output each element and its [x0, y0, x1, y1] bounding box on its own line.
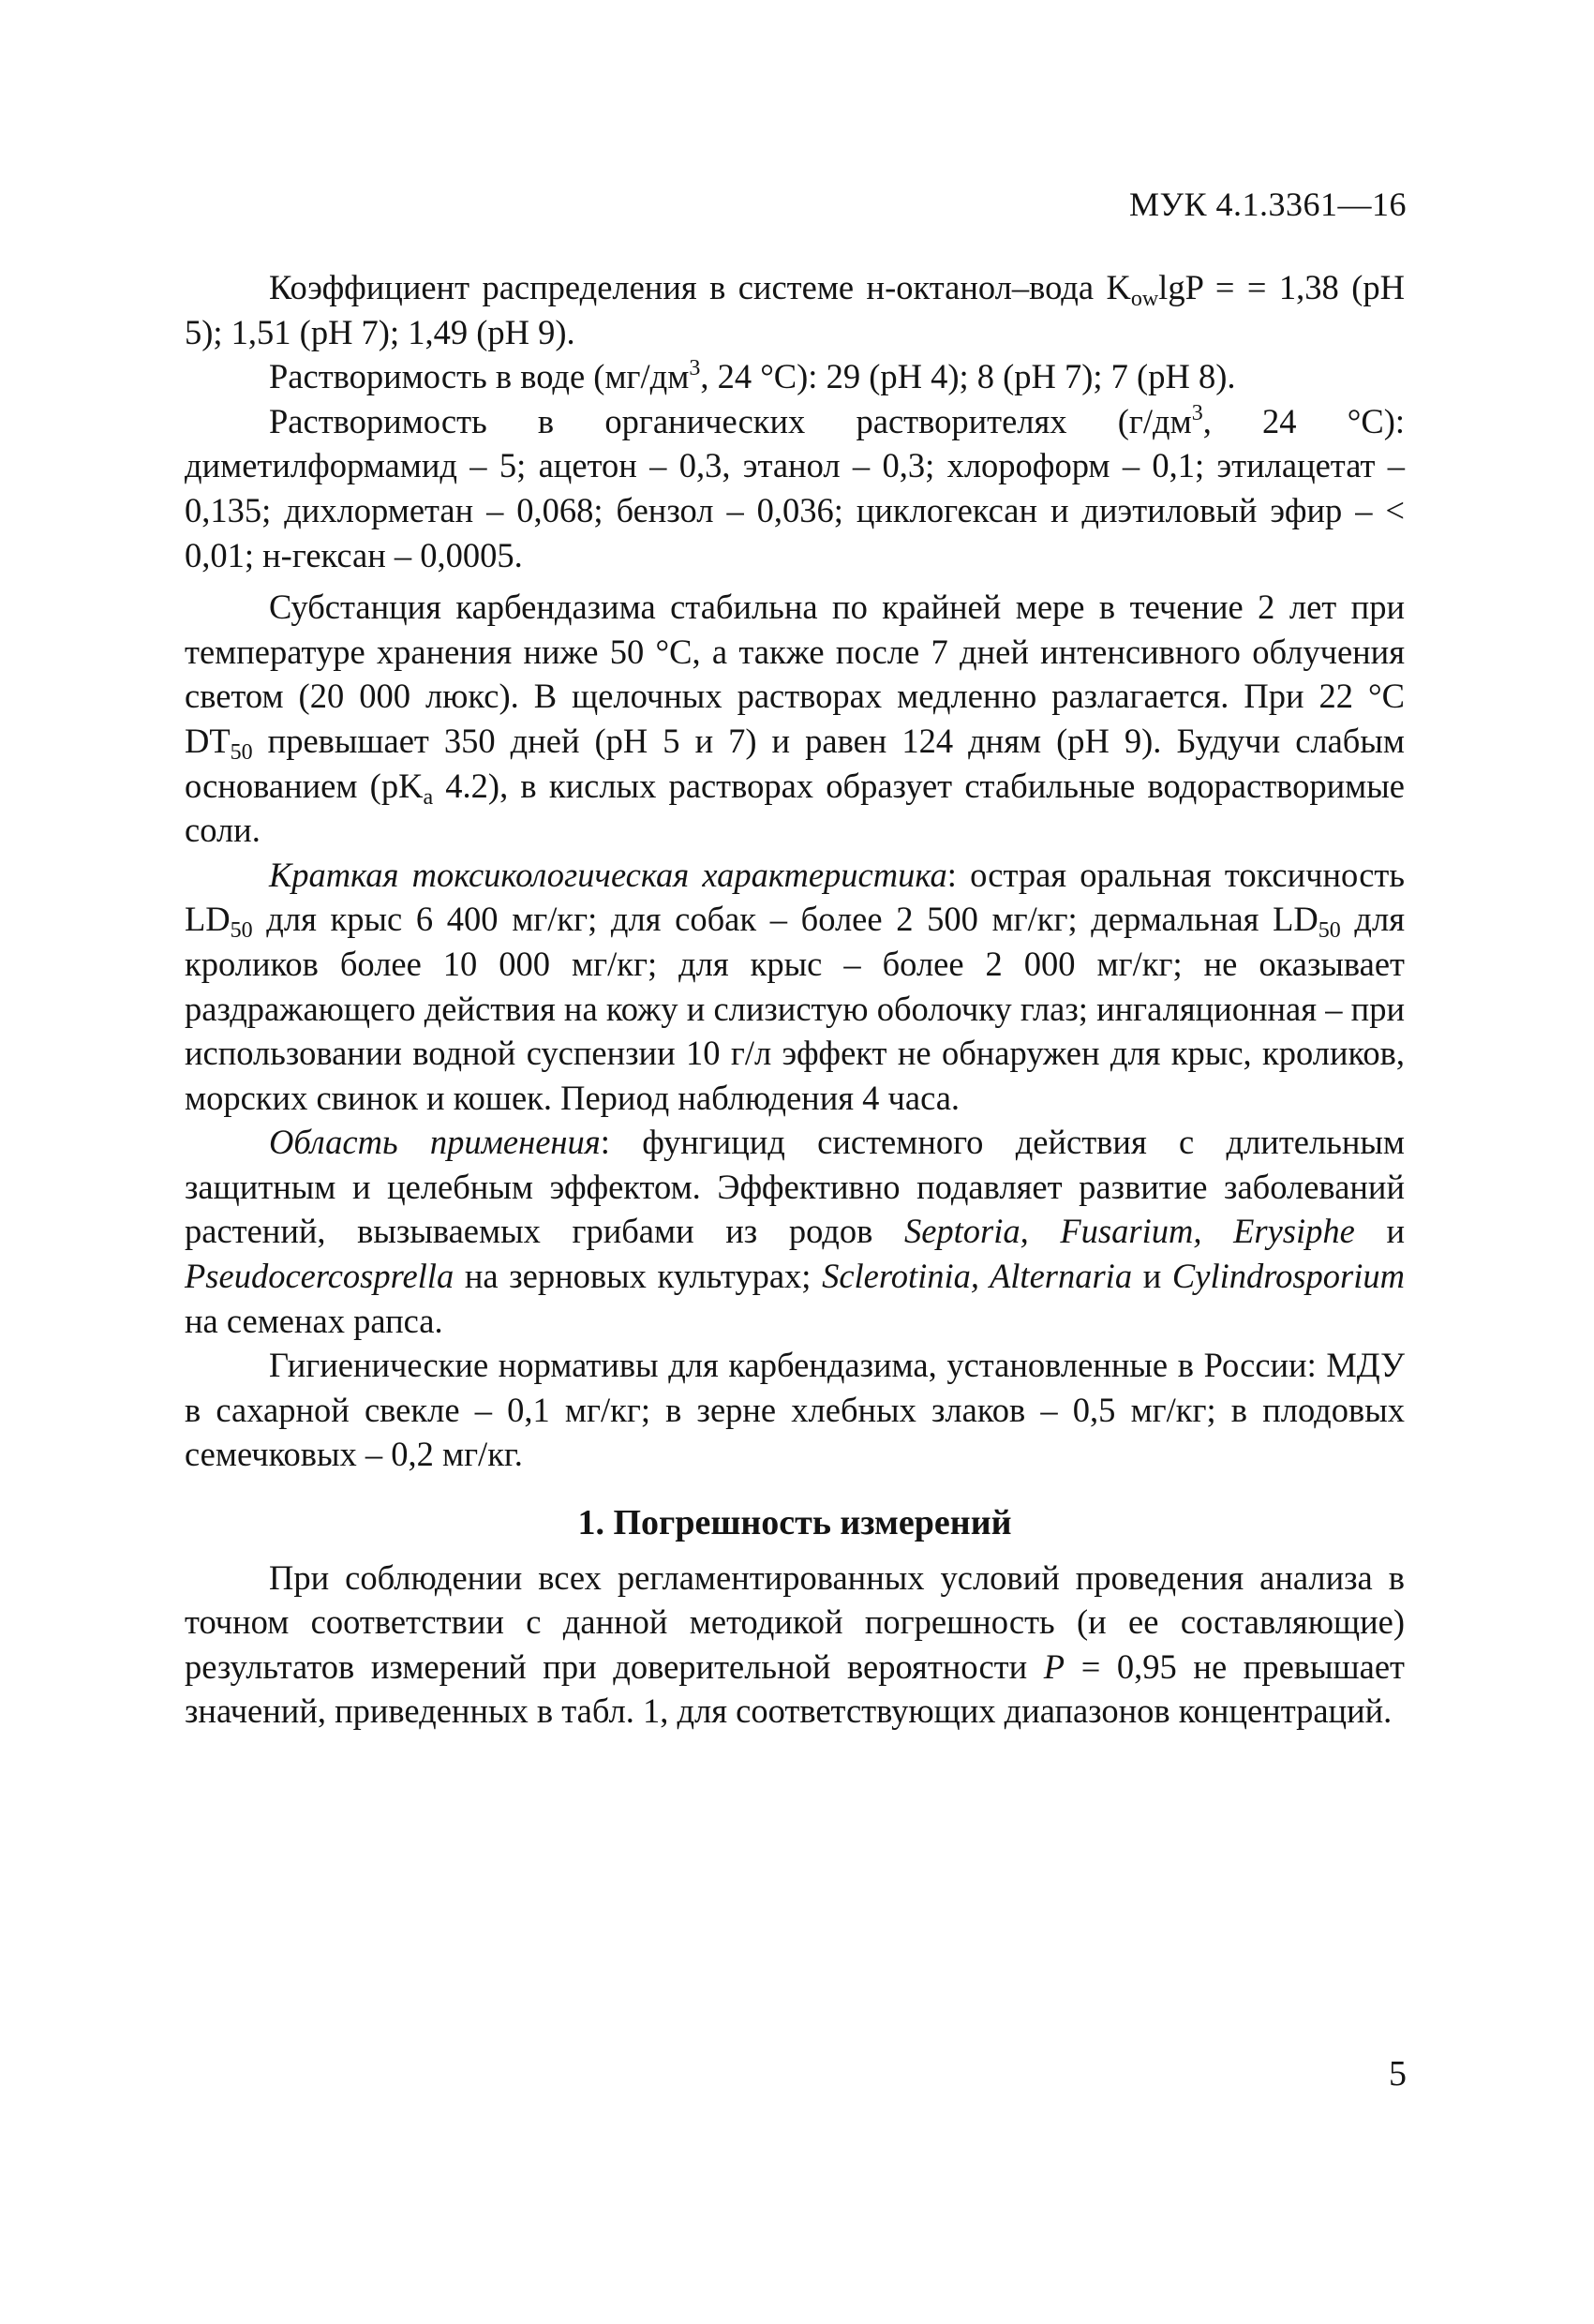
paragraph-measurement-error: При соблюдении всех регламентированных условий проведения анализа в точном соответствии с данной методикой погрешность (и ее составляющие) результатов измерений при доверительной вероятности P = 0,95 не превышает значений, приведенных в табл. 1, для соответствующих диапазонов концентраций. [185, 1557, 1405, 1731]
section-title: 1. Погрешность измерений [577, 1503, 1012, 1543]
paragraph-stability: Субстанция карбендазима стабильна по крайней мере в течение 2 лет при температуре хранения ниже 50 °C, а также после 7 дней интенсивного облучения светом (20 000 люкс). В щелочных растворах медленно разлагается. При 22 °C $DT_{50}$ превышает 350 дней (pH 5 и 7) и равен 124 дням (pH 9). Будучи слабым основанием ($pK_a$ 4.2), в кислых растворах образует стабильные водорастворимые соли. [185, 588, 1405, 850]
paragraph-hygienic-standards: Гигиенические нормативы для карбендазима, установленные в России: МДУ в сахарной свекле – 0,1 мг/кг; в зерне хлебных злаков – 0,5 мг/кг; в плодовых семечковых – 0,2 мг/кг. [185, 1346, 1405, 1474]
page-number: 5 [1389, 2054, 1407, 2093]
paragraph-partition-coefficient: Коэффициент распределения в системе н-октанол–вода $K_{ow}\lg P$ = = 1,38 (pH 5); 1,51 (pH 7); 1,49 (pH 9). [185, 268, 1405, 351]
document-code: МУК 4.1.3361—16 [1128, 186, 1407, 223]
paragraph-water-solubility: Растворимость в воде ($мг/дм^3$, 24 °C): 29 (pH 4); 8 (pH 7); 7 (pH 8). [269, 356, 1236, 396]
paragraph-organic-solubility: Растворимость в органических растворителях ($г/дм^3$, 24 °C): диметилформамид – 5; ацетон – 0,3, этанол – 0,3; хлороформ – 0,1; этилацетат – 0,135; дихлорметан – 0,068; бензол – 0,036; циклогексан и диэтиловый эфир – < 0,01; н-гексан – 0,0005. [185, 400, 1405, 574]
paragraph-toxicology: Краткая токсикологическая характеристика: острая оральная токсичность $LD_{50}$ для крыс 6 400 мг/кг; для собак – более 2 500 мг/кг; дермальная $LD_{50}$ для кроликов более 10 000 мг/кг; для крыс – более 2 000 мг/кг; не оказывает раздражающего действия на кожу и слизистую оболочку глаз; ингаляционная – при использовании водной суспензии 10 г/л эффект не обнаружен для крыс, кроликов, морских свинок и кошек. Период наблюдения 4 часа. [185, 855, 1406, 1117]
document-body [185, 265, 1405, 1734]
paragraph-application: Область применения: фунгицид системного действия с длительным защитным и целебным эффектом. Эффективно подавляет развитие заболеваний растений, вызываемых грибами из родов Septoria, Fusarium, Erysiphe и Pseudocercosprella на зерновых культурах; Sclerotinia, Alternaria и Cylindrosporium на семенах рапса. [185, 1123, 1406, 1340]
